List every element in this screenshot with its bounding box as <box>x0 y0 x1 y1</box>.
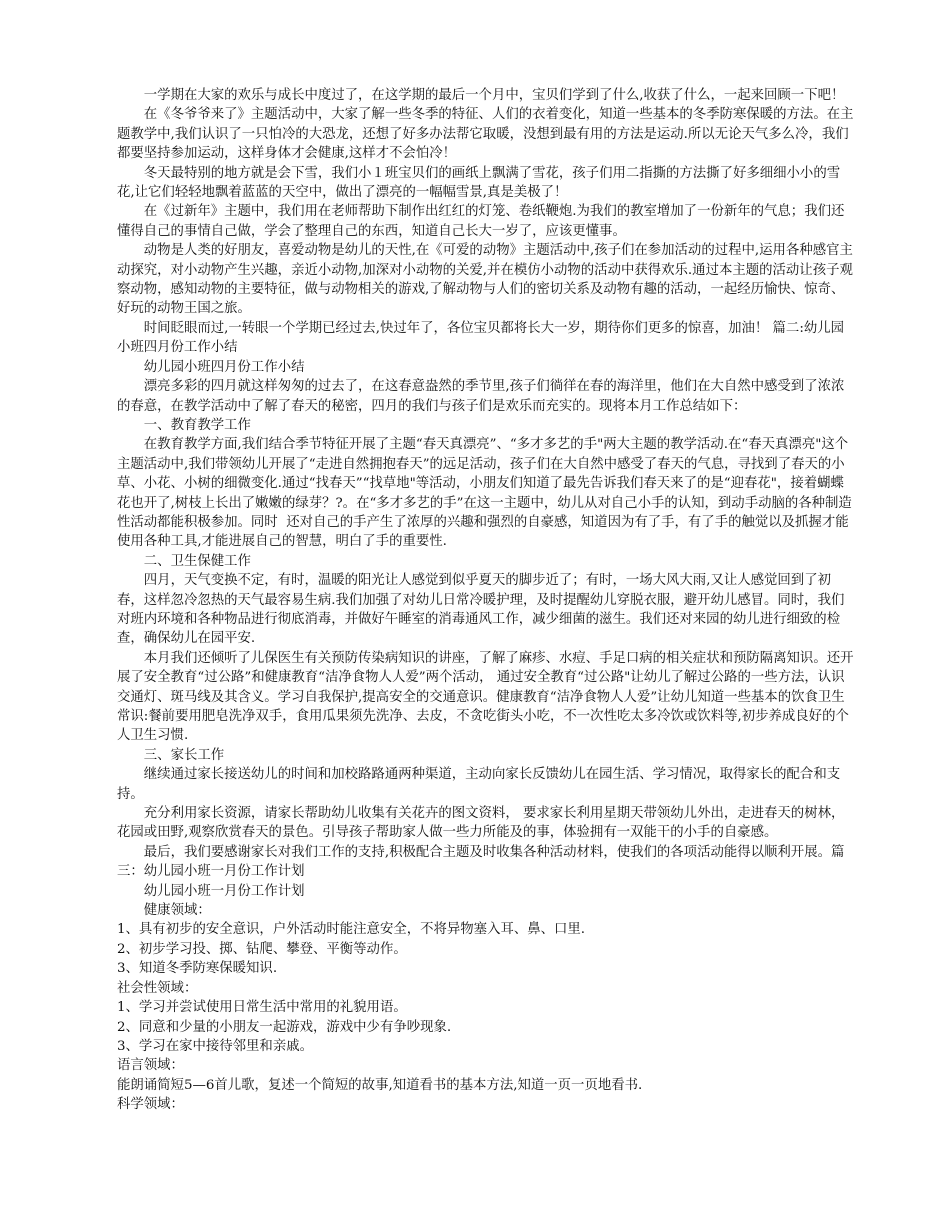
paragraph: 语言领域： <box>117 1058 184 1074</box>
paragraph: 在《过新年》主题中，我们用在老师帮助下制作出红红的灯笼、卷纸鞭炮.为我们的教室增加了一份新年的气息；我们还懂得自己的事情自己做，学会了整理自己的东西，知道自己长大一岁了，应该更懂事。 <box>117 204 845 239</box>
paragraph: 1、学习并尝试使用日常生活中常用的礼貌用语。 <box>117 1000 407 1016</box>
paragraph: 幼儿园小班一月份工作计划 <box>143 883 305 899</box>
paragraph: 能朗诵简短5—6首儿歌，复述一个简短的故事,知道看书的基本方法,知道一页一页地看书. <box>117 1077 643 1093</box>
paragraph: 2、初步学习投、掷、钻爬、攀登、平衡等动作。 <box>117 941 407 957</box>
paragraph: 3、学习在家中接待邻里和亲戚。 <box>117 1038 313 1054</box>
paragraph: 3、知道冬季防寒保暖知识. <box>117 961 278 977</box>
paragraph: 一学期在大家的欢乐与成长中度过了，在这学期的最后一个月中，宝贝们学到了什么,收获了什么，一起来回顾一下吧！ <box>143 88 845 103</box>
paragraph: 动物是人类的好朋友，喜爱动物是幼儿的天性,在《可爱的动物》主题活动中,孩子们在参加活动的过程中,运用各种感官主动探究，对小动物产生兴趣，亲近小动物,加深对小动物的关爱,并在模仿小动物的活动中获得欢乐.通过本主题的活动让孩子观察动物，感知动物的主要特征，做与动物相关的游戏,了解动物与人们的密切关系及动物有趣的活动，一起经历愉快、惊奇、好玩的动物王国之旅。 <box>117 243 853 317</box>
paragraph: 在教育教学方面,我们结合季节特征开展了主题“春天真漂亮”、“多才多艺的手"两大主题的教学活动.在“春天真漂亮"这个主题活动中,我们带领幼儿开展了“走进自然拥抱春天”的远足活动，孩子们在大自然中感受了春天的气息，寻找到了春天的小草、小花、小树的细微变化.通过“找春天”“找草地"等活动，小朋友们知道了最先告诉我们春天来了的是“迎春花"，接着蝴蝶花也开了,树枝上长出了嫩嫩的绿芽？?。在“多才多艺的手”在这一主题中，幼儿从对自己小手的认知，到动手动脑的各种制造性活动都能积极参加。同时 还对自己的手产生了浓厚的兴趣和强烈的自豪感，知道因为有了手，有了手的触觉以及抓握才能使用各种工具,才能进展自己的智慧，明白了手的重要性. <box>117 437 852 550</box>
paragraph: 漂亮多彩的四月就这样匆匆的过去了，在这春意盎然的季节里,孩子们徜徉在春的海洋里，他们在大自然中感受到了浓浓的春意，在教学活动中了解了春天的秘密，四月的我们与孩子们是欢乐而充实的。现将本月工作总结如下： <box>117 379 845 414</box>
paragraph: 继续通过家长接送幼儿的时间和加校路路通两种渠道，主动向家长反馈幼儿在园生活、学习情况，取得家长的配合和支持。 <box>117 767 841 802</box>
paragraph: 一、教育教学工作 <box>143 417 251 433</box>
paragraph: 健康领域： <box>143 903 211 919</box>
paragraph: 2、同意和少量的小朋友一起游戏，游戏中少有争吵现象. <box>117 1019 452 1035</box>
paragraph: 充分利用家长资源，请家长帮助幼儿收集有关花卉的图文资料， 要求家长利用星期天带领幼儿外出，走进春天的树林，花园或田野,观察欣赏春天的景色。引导孩子帮助家人做一些力所能及的事，体验拥有一双能干的小手的自豪感。 <box>117 806 845 841</box>
paragraph: 幼儿园小班四月份工作小结 <box>143 359 305 375</box>
paragraph: 在《冬爷爷来了》主题活动中，大家了解一些冬季的特征、人们的衣着变化，知道一些基本的冬季防寒保暖的方法。在主题教学中,我们认识了一只怕冷的大恐龙，还想了好多办法帮它取暖，没想到最有用的方法是运动.所以无论天气多么冷，我们都要坚持参加运动，这样身体才会健康,这样才不会怕冷！ <box>117 107 854 162</box>
paragraph: 科学领域： <box>117 1097 184 1113</box>
paragraph: 时间眨眼而过,一转眼一个学期已经过去,快过年了，各位宝贝都将长大一岁，期待你们更多的惊喜，加油！ 篇二:幼儿园小班四月份工作小结 <box>117 320 844 356</box>
paragraph: 1、具有初步的安全意识，户外活动时能注意安全，不将异物塞入耳、鼻、口里. <box>117 922 586 938</box>
paragraph: 三、家长工作 <box>143 747 225 763</box>
paragraph: 二、卫生保健工作 <box>143 553 251 569</box>
paragraph: 四月，天气变换不定，有时，温暖的阳光让人感觉到似乎夏天的脚步近了；有时，一场大风大雨,又让人感觉回到了初春，这样忽冷忽热的天气最容易生病.我们加强了对幼儿日常冷暖护理，及时提醒幼儿穿脱衣服，避开幼儿感冒。同时，我们对班内环境和各种物品进行彻底消毒，并做好午睡室的消毒通风工作，减少细菌的滋生。我们还对来园的幼儿进行细致的检查，确保幼儿在园平安. <box>117 573 845 647</box>
paragraph: 冬天最特别的地方就是会下雪，我们小１班宝贝们的画纸上飘满了雪花，孩子们用二指撕的方法撕了好多细细小小的雪花,让它们轻轻地飘着蓝蓝的天空中，做出了漂亮的一幅幅雪景,真是美极了！ <box>117 165 841 201</box>
paragraph: 本月我们还倾听了儿保医生有关预防传染病知识的讲座，了解了麻疹、水痘、手足口病的相关症状和预防隔离知识。还开展了安全教育“过公路”和健康教育“洁净食物人人爱”两个活动， 通过安全教育“过公路"让幼儿了解过公路的一些方法，认识交通灯、斑马线及其含义。学习自我保护,提高安全的交通意识。健康教育“洁净食物人人爱”让幼儿知道一些基本的饮食卫生常识:餐前要用肥皂洗净双手，食用瓜果须先洗净、去皮，不贪吃街头小吃，不一次性吃太多冷饮或饮料等,初步养成良好的个人卫生习惯. <box>117 650 854 744</box>
paragraph: 最后，我们要感谢家长对我们工作的支持,积极配合主题及时收集各种活动材料，使我们的各项活动能得以顺利开展。篇三：幼儿园小班一月份工作计划 <box>117 844 845 880</box>
paragraph: 社会性领域： <box>117 980 198 996</box>
